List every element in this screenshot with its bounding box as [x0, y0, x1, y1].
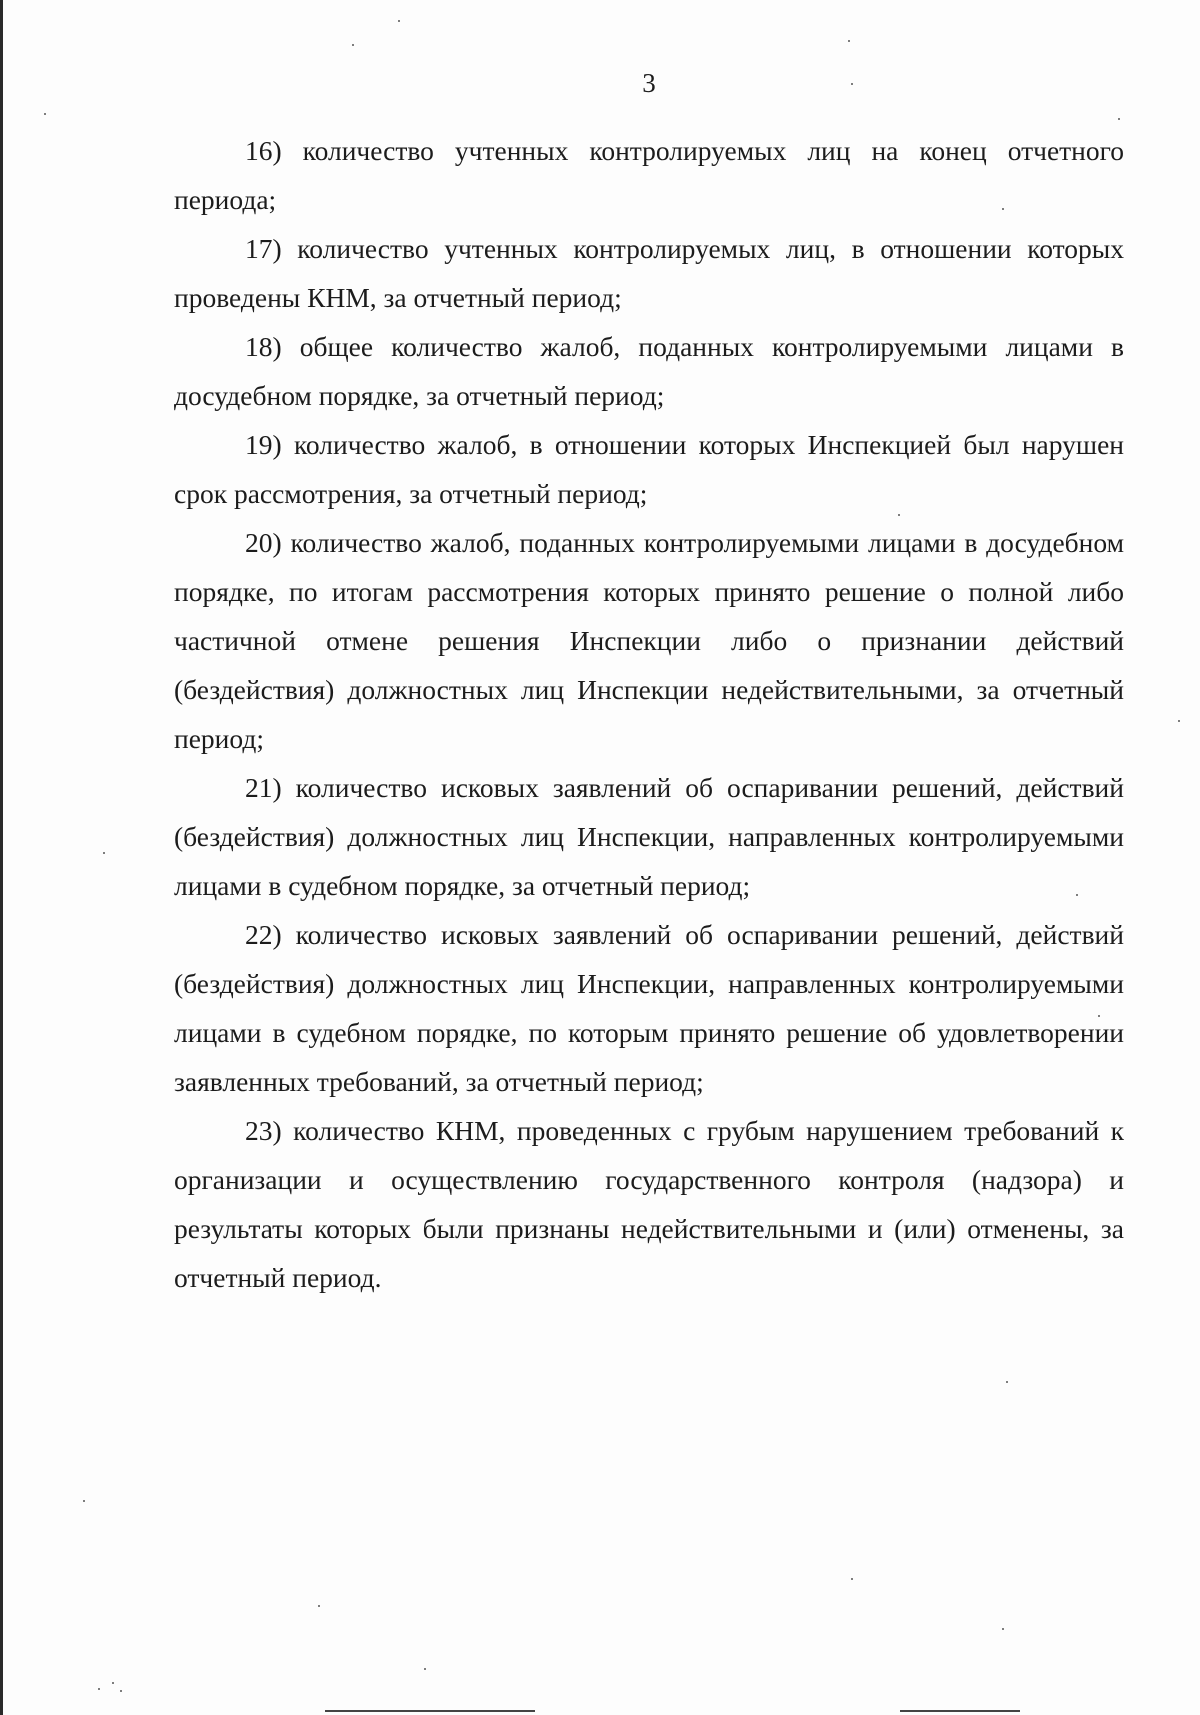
- scan-speck: [103, 852, 105, 854]
- scan-speck: [1098, 1015, 1100, 1017]
- scan-speck: [98, 1688, 100, 1690]
- scan-speck: [120, 1690, 122, 1692]
- list-item-20: 20) количество жалоб, поданных контролируемыми лицами в досудебном порядке, по итогам рассмотрения которых принято решение о полной либо частичной отмене решения Инспекции либо о признании действий (бездействия) должностных лиц Инспекции недействительными, за отчетный период;: [174, 527, 1124, 754]
- scan-speck: [1076, 894, 1078, 896]
- scan-speck: [83, 1500, 85, 1502]
- scan-speck: [1118, 118, 1120, 120]
- scan-speck: [398, 20, 400, 22]
- page-number: 3: [642, 68, 656, 98]
- scan-speck: [851, 1578, 853, 1580]
- scan-speck: [848, 40, 850, 42]
- scan-speck: [112, 1682, 114, 1684]
- scan-speck: [851, 83, 853, 85]
- scan-bottom-mark: [325, 1710, 535, 1712]
- scan-speck: [898, 514, 900, 516]
- list-item-22: 22) количество исковых заявлений об оспаривании решений, действий (бездействия) должностных лиц Инспекции, направленных контролируемыми лицами в судебном порядке, по которым принято решение об удовлетворении заявленных требований, за отчетный период;: [174, 919, 1124, 1097]
- scan-bottom-mark: [900, 1710, 1020, 1712]
- scan-speck: [424, 1668, 426, 1670]
- scan-speck: [1006, 1381, 1008, 1383]
- list-item-16: 16) количество учтенных контролируемых лиц на конец отчетного периода;: [174, 135, 1124, 215]
- list-item-21: 21) количество исковых заявлений об оспаривании решений, действий (бездействия) должностных лиц Инспекции, направленных контролируемыми лицами в судебном порядке, за отчетный период;: [174, 772, 1124, 901]
- scan-left-edge: [0, 0, 3, 1715]
- scan-speck: [352, 44, 354, 46]
- scan-speck: [1002, 208, 1004, 210]
- document-body: [174, 126, 1124, 1302]
- scan-speck: [1002, 1628, 1004, 1630]
- scan-speck: [1178, 720, 1180, 722]
- list-item-17: 17) количество учтенных контролируемых лиц, в отношении которых проведены КНМ, за отчетный период;: [174, 233, 1124, 313]
- scan-speck: [318, 1605, 320, 1607]
- list-item-18: 18) общее количество жалоб, поданных контролируемыми лицами в досудебном порядке, за отчетный период;: [174, 331, 1124, 411]
- list-item-19: 19) количество жалоб, в отношении которых Инспекцией был нарушен срок рассмотрения, за отчетный период;: [174, 429, 1124, 509]
- scan-speck: [44, 113, 46, 115]
- list-item-23: 23) количество КНМ, проведенных с грубым нарушением требований к организации и осуществлению государственного контроля (надзора) и результаты которых были признаны недействительными и (или) отменены, за отчетный период.: [174, 1115, 1124, 1293]
